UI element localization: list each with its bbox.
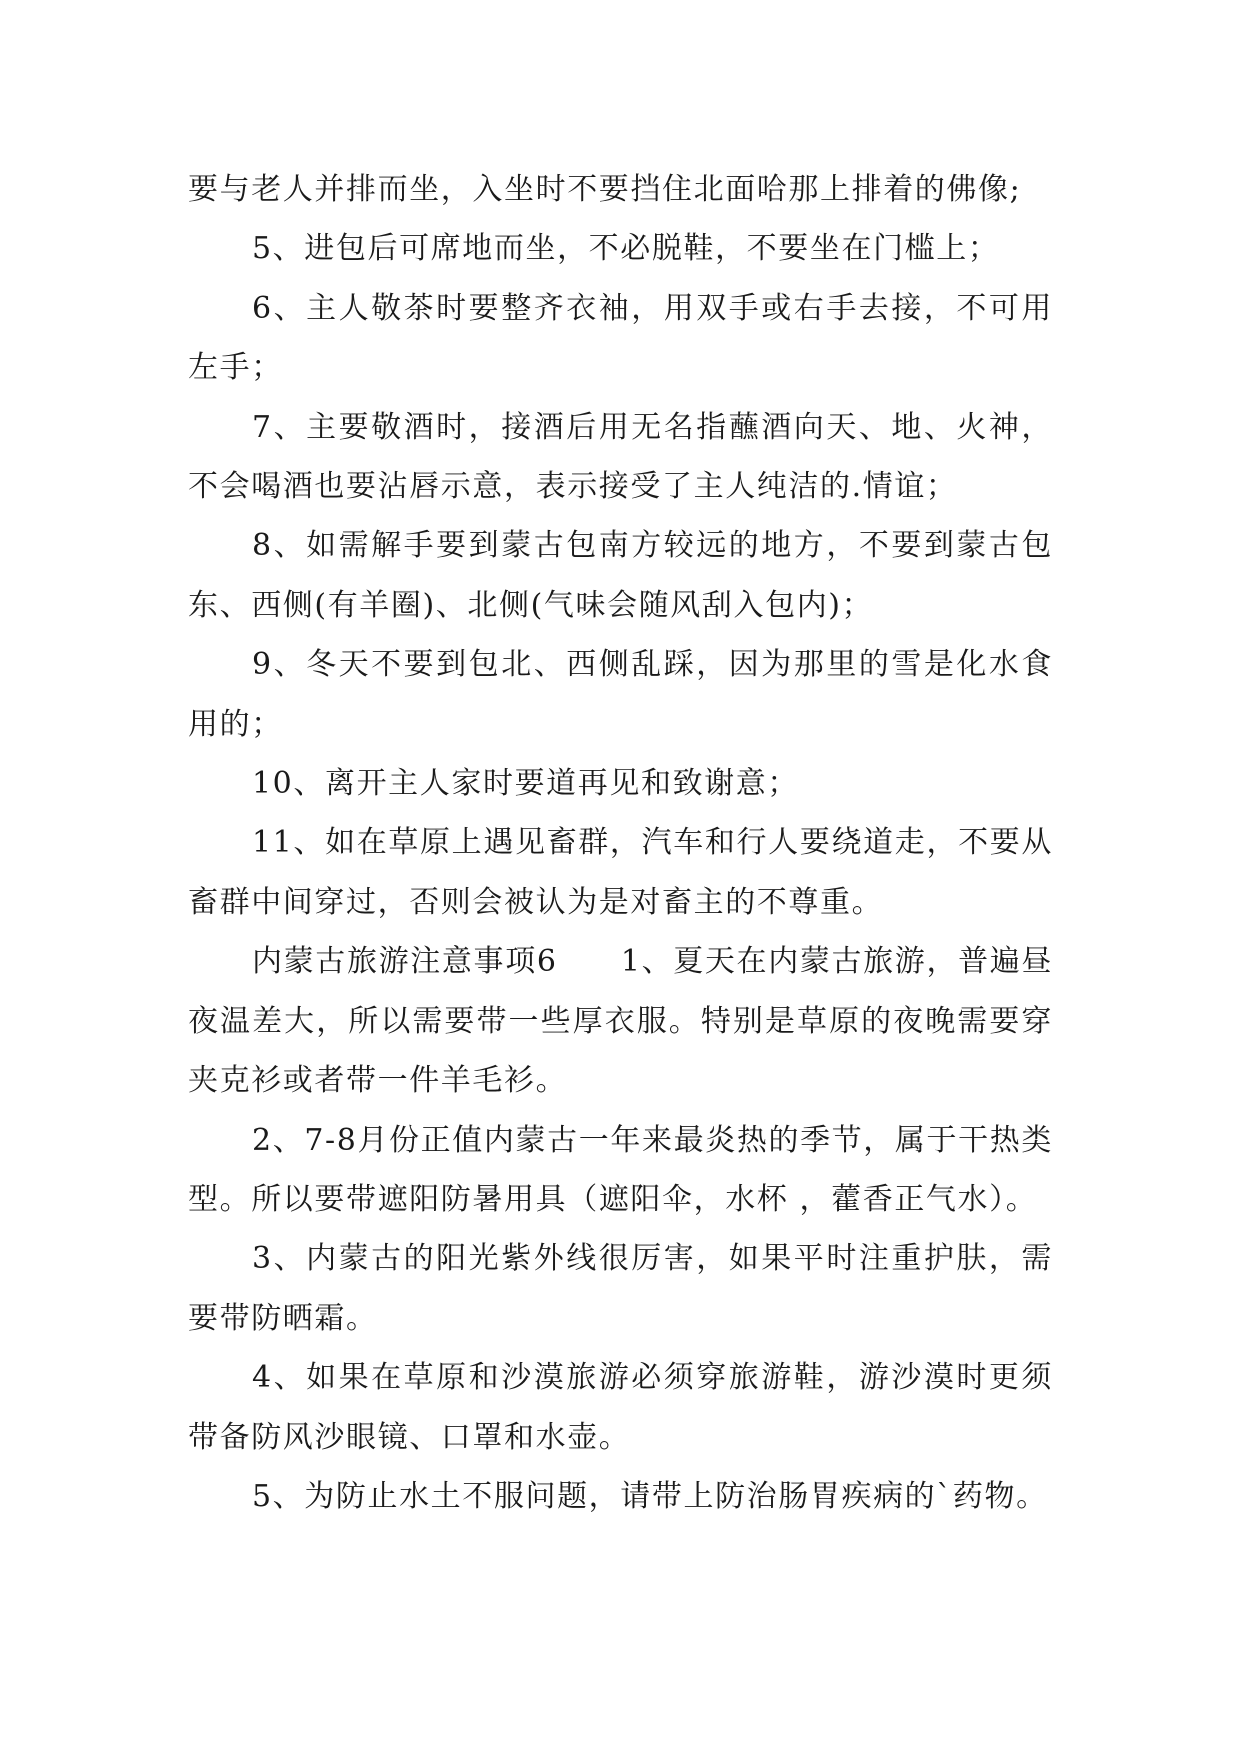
paragraph-7: 10、离开主人家时要道再见和致谢意；	[252, 766, 799, 802]
paragraph-6: 9、冬天不要到包北、西侧乱踩，因为那里的雪是化水食用的；	[188, 647, 1053, 742]
paragraph-5: 8、如需解手要到蒙古包南方较远的地方，不要到蒙古包东、西侧(有羊圈)、北侧(气味会随风刮入包内)；	[188, 528, 1053, 623]
paragraph-13: 5、为防止水土不服问题，请带上防治肠胃疾病的`药物。	[252, 1478, 1048, 1514]
paragraph-9: 内蒙古旅游注意事项6 1、夏天在内蒙古旅游，普遍昼夜温差大，所以需要带一些厚衣服。特别是草原的夜晚需要穿夹克衫或者带一件羊毛衫。	[188, 944, 1053, 1099]
paragraph-3: 6、主人敬茶时要整齐衣袖，用双手或右手去接，不可用左手；	[188, 290, 1053, 386]
document-body	[188, 160, 1053, 1526]
paragraph-4: 7、主要敬酒时，接酒后用无名指蘸酒向天、地、火神，不会喝酒也要沾唇示意，表示接受了主人纯洁的.情谊；	[188, 409, 1053, 505]
paragraph-2: 5、进包后可席地而坐，不必脱鞋，不要坐在门槛上；	[252, 231, 1000, 267]
paragraph-12: 4、如果在草原和沙漠旅游必须穿旅游鞋，游沙漠时更须带备防风沙眼镜、口罩和水壶。	[188, 1360, 1053, 1455]
paragraph-10: 2、7-8月份正值内蒙古一年来最炎热的季节，属于干热类型。所以要带遮阳防暑用具（遮阳伞，水杯 ，藿香正气水）。	[188, 1122, 1053, 1217]
paragraph-11: 3、内蒙古的阳光紫外线很厉害，如果平时注重护肤，需要带防晒霜。	[188, 1241, 1053, 1336]
paragraph-1: 要与老人并排而坐，入坐时不要挡住北面哈那上排着的佛像;	[188, 172, 1022, 207]
paragraph-8: 11、如在草原上遇见畜群，汽车和行人要绕道走，不要从畜群中间穿过，否则会被认为是对畜主的不尊重。	[188, 825, 1053, 920]
